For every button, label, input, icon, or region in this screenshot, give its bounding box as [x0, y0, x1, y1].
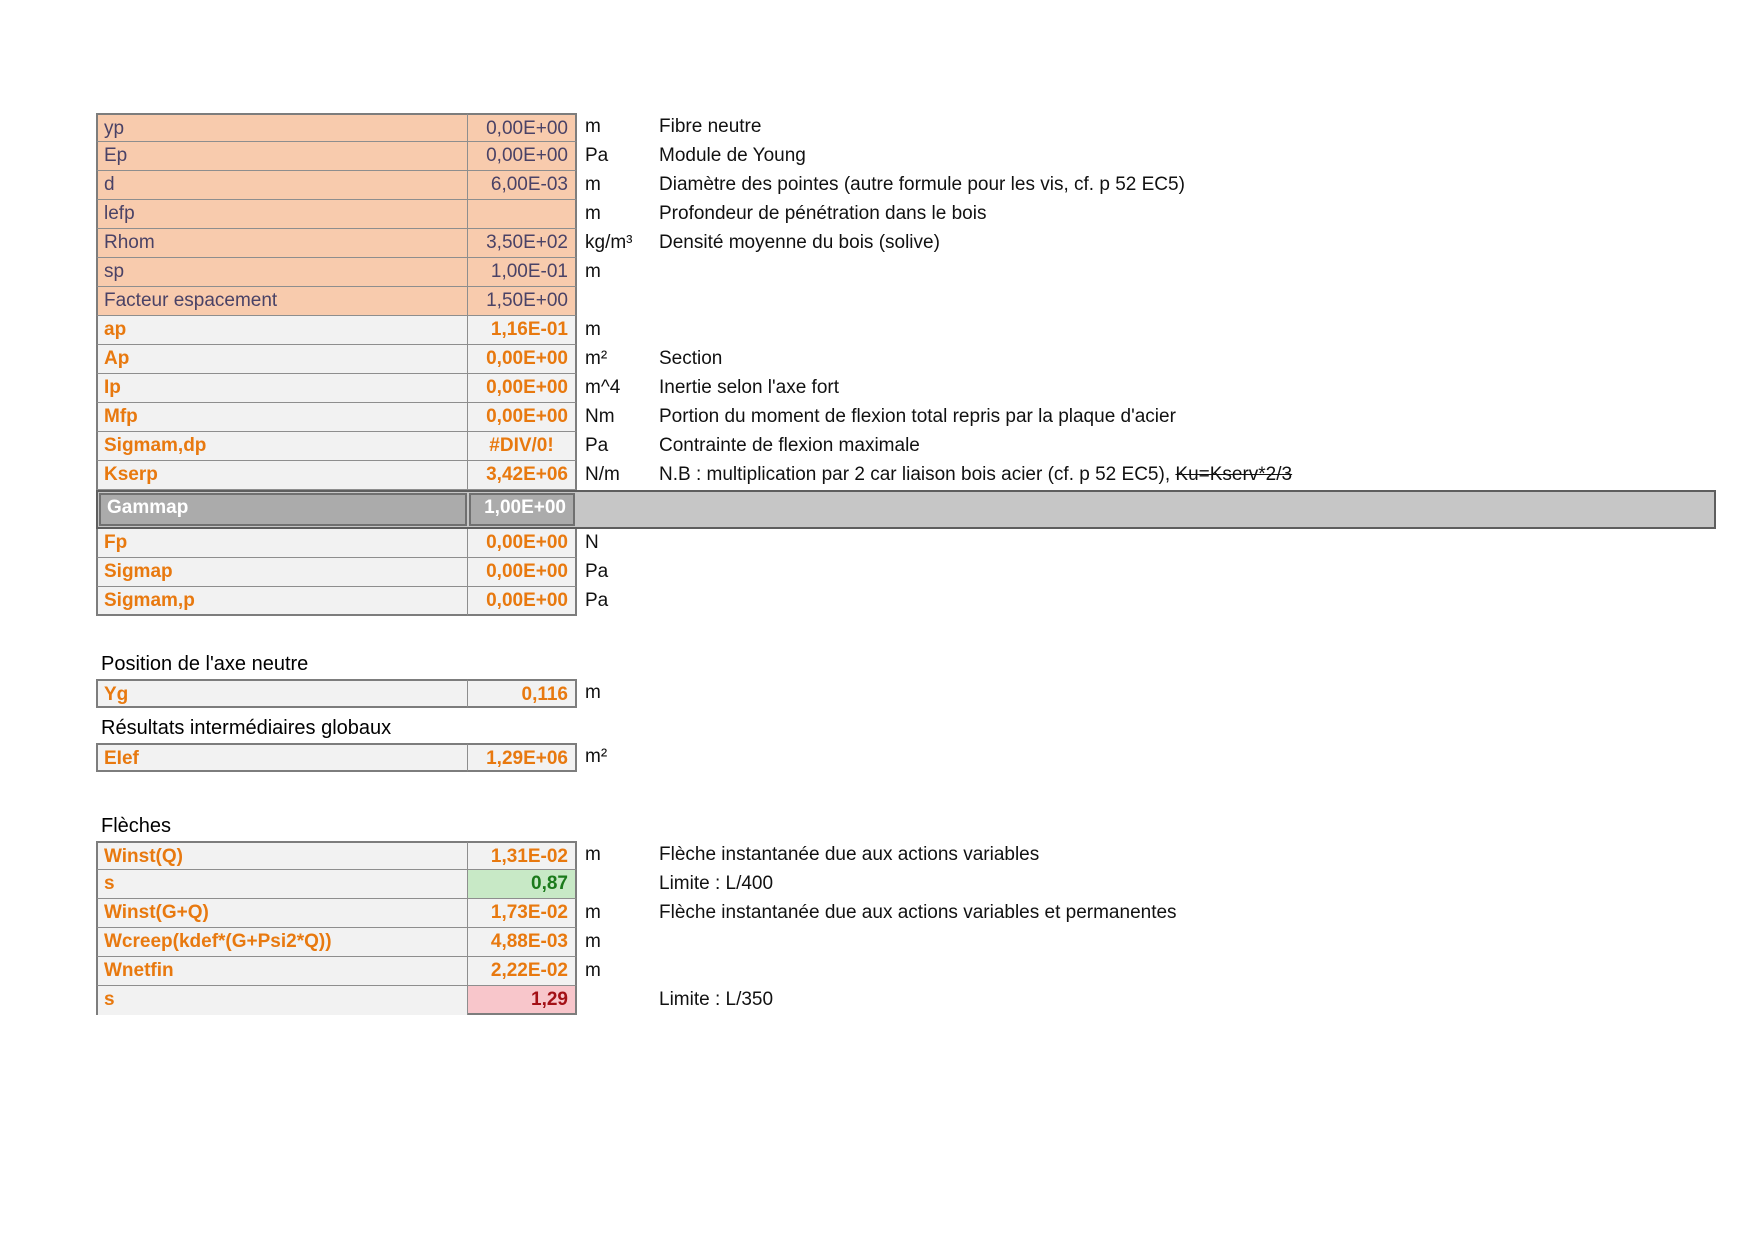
row-description [659, 142, 806, 171]
table-row [96, 679, 1716, 708]
table-row [96, 200, 1716, 229]
table-row [96, 928, 1716, 957]
cell-value[interactable]: 0,00E+00 [468, 587, 577, 616]
unit-label: m^4 [585, 377, 621, 398]
section-heading-neutral-axis: Position de l'axe neutre [101, 653, 309, 675]
row-description [659, 374, 839, 403]
cell-label[interactable]: Sigmam,dp [96, 432, 468, 461]
row-description [659, 461, 1292, 490]
unit-label: m [585, 960, 601, 981]
table-row [96, 841, 1716, 870]
description-text: Section [659, 348, 723, 369]
section-heading-intermediate-results: Résultats intermédiaires globaux [101, 717, 392, 739]
cell-label[interactable]: ap [96, 316, 468, 345]
intermediate-results-table [96, 743, 1716, 772]
cell-label[interactable]: EIef [96, 743, 468, 772]
neutral-axis-table [96, 679, 1716, 708]
unit-label: Nm [585, 406, 615, 427]
table-row [96, 957, 1716, 986]
unit-label: N [585, 532, 599, 553]
unit-label: Pa [585, 435, 609, 456]
table-row [96, 374, 1716, 403]
unit-label: m [585, 174, 601, 195]
cell-label[interactable]: Gammap [99, 493, 467, 526]
table-row [96, 258, 1716, 287]
cell-value[interactable]: 0,00E+00 [468, 142, 577, 171]
row-description [659, 403, 1176, 432]
cell-value[interactable]: 1,29 [468, 986, 577, 1015]
table-row [96, 142, 1716, 171]
cell-label[interactable]: s [96, 986, 468, 1015]
unit-label: m [585, 203, 601, 224]
row-description [659, 200, 986, 229]
cell-value[interactable]: 0,116 [468, 679, 577, 708]
section-heading-deflections: Flèches [101, 815, 172, 837]
cell-value[interactable]: 1,50E+00 [468, 287, 577, 316]
description-text: Inertie selon l'axe fort [659, 377, 839, 398]
cell-value[interactable]: 1,16E-01 [468, 316, 577, 345]
cell-value[interactable]: 1,31E-02 [468, 841, 577, 870]
table-row [96, 287, 1716, 316]
table-row [96, 743, 1716, 772]
description-text: Module de Young [659, 145, 806, 166]
cell-value[interactable]: 0,00E+00 [468, 558, 577, 587]
table-row [96, 316, 1716, 345]
table-row [96, 461, 1716, 490]
description-strikethrough-text: Ku=Kserv*2/3 [1175, 464, 1293, 485]
table-row [96, 870, 1716, 899]
unit-label: kg/m³ [585, 232, 633, 253]
unit-label: Pa [585, 561, 609, 582]
description-text: Limite : L/350 [659, 989, 774, 1010]
table-row [96, 490, 1716, 529]
unit-label: N/m [585, 464, 620, 485]
unit-label: m² [585, 746, 608, 767]
row-description [659, 432, 920, 461]
row-description [659, 113, 761, 142]
table-row [96, 432, 1716, 461]
cell-label[interactable]: Kserp [96, 461, 468, 490]
cell-label[interactable]: lefp [96, 200, 468, 229]
unit-label: m [585, 319, 601, 340]
table-row [96, 558, 1716, 587]
cell-value[interactable]: 0,00E+00 [468, 345, 577, 374]
cell-value[interactable]: 0,00E+00 [468, 529, 577, 558]
row-description [659, 986, 773, 1015]
cell-value[interactable]: 0,00E+00 [468, 403, 577, 432]
cell-value[interactable]: 1,00E-01 [468, 258, 577, 287]
cell-value[interactable]: 3,42E+06 [468, 461, 577, 490]
cell-label[interactable]: Winst(G+Q) [96, 899, 468, 928]
cell-label[interactable]: Winst(Q) [96, 841, 468, 870]
cell-label[interactable]: Wcreep(kdef*(G+Psi2*Q)) [96, 928, 468, 957]
cell-value[interactable]: 1,00E+00 [469, 493, 575, 526]
cell-label[interactable]: sp [96, 258, 468, 287]
table-row [96, 345, 1716, 374]
table-row [96, 899, 1716, 928]
table-row [96, 113, 1716, 142]
description-text: Portion du moment de flexion total repris par la plaque d'acier [659, 406, 1176, 427]
cell-label[interactable]: Ap [96, 345, 468, 374]
unit-label: m [585, 902, 601, 923]
row-description [659, 171, 1185, 200]
table-row [96, 529, 1716, 558]
unit-label: Pa [585, 590, 609, 611]
cell-label[interactable]: Sigmap [96, 558, 468, 587]
unit-label [577, 870, 659, 899]
cell-label[interactable]: Rhom [96, 229, 468, 258]
table-row [96, 587, 1716, 616]
unit-label [576, 492, 658, 527]
description-text: Contrainte de flexion maximale [659, 435, 920, 456]
description-text: Flèche instantanée due aux actions variables [659, 844, 1040, 865]
unit-label: Pa [585, 145, 609, 166]
description-text: Limite : L/400 [659, 873, 774, 894]
cell-label[interactable]: Ip [96, 374, 468, 403]
cell-value[interactable]: 1,29E+06 [468, 743, 577, 772]
description-text: Flèche instantanée due aux actions variables et permanentes [659, 902, 1177, 923]
table-row [96, 229, 1716, 258]
cell-value[interactable]: 4,88E-03 [468, 928, 577, 957]
unit-label: m [585, 116, 601, 137]
row-description [659, 899, 1177, 928]
description-text: Profondeur de pénétration dans le bois [659, 203, 987, 224]
row-description [659, 229, 940, 258]
cell-label[interactable]: Sigmam,p [96, 587, 468, 616]
table-row [96, 403, 1716, 432]
table-row [96, 171, 1716, 200]
row-description [659, 345, 722, 374]
worksheet [96, 113, 1716, 1015]
cell-value[interactable]: 3,50E+02 [468, 229, 577, 258]
unit-label [577, 986, 659, 1015]
cell-label[interactable]: yp [96, 113, 468, 142]
description-text: N.B : multiplication par 2 car liaison bois acier (cf. p 52 EC5), [659, 464, 1176, 485]
cell-label[interactable]: d [96, 171, 468, 200]
table-row [96, 986, 1716, 1015]
cell-label[interactable]: Facteur espacement [96, 287, 468, 316]
parameters-table [96, 113, 1716, 616]
cell-label[interactable]: Ep [96, 142, 468, 171]
cell-value[interactable]: 2,22E-02 [468, 957, 577, 986]
unit-label: m [585, 682, 601, 703]
unit-label: m [585, 931, 601, 952]
cell-value[interactable]: 0,00E+00 [468, 374, 577, 403]
cell-value[interactable]: #DIV/0! [468, 432, 577, 461]
row-description [659, 841, 1039, 870]
cell-value[interactable]: 0,87 [468, 870, 577, 899]
cell-label[interactable]: s [96, 870, 468, 899]
unit-label: m [585, 261, 601, 282]
description-text: Diamètre des pointes (autre formule pour les vis, cf. p 52 EC5) [659, 174, 1185, 195]
cell-value[interactable] [468, 200, 577, 229]
unit-label: m [585, 844, 601, 865]
cell-value[interactable]: 6,00E-03 [468, 171, 577, 200]
cell-value[interactable]: 1,73E-02 [468, 899, 577, 928]
description-text: Fibre neutre [659, 116, 762, 137]
unit-label [577, 287, 659, 316]
cell-label[interactable]: Wnetfin [96, 957, 468, 986]
cell-label[interactable]: Yg [96, 679, 468, 708]
row-description [659, 870, 773, 899]
cell-value[interactable]: 0,00E+00 [468, 113, 577, 142]
cell-label[interactable]: Fp [96, 529, 468, 558]
deflections-table [96, 841, 1716, 1015]
description-text: Densité moyenne du bois (solive) [659, 232, 940, 253]
unit-label: m² [585, 348, 608, 369]
cell-label[interactable]: Mfp [96, 403, 468, 432]
